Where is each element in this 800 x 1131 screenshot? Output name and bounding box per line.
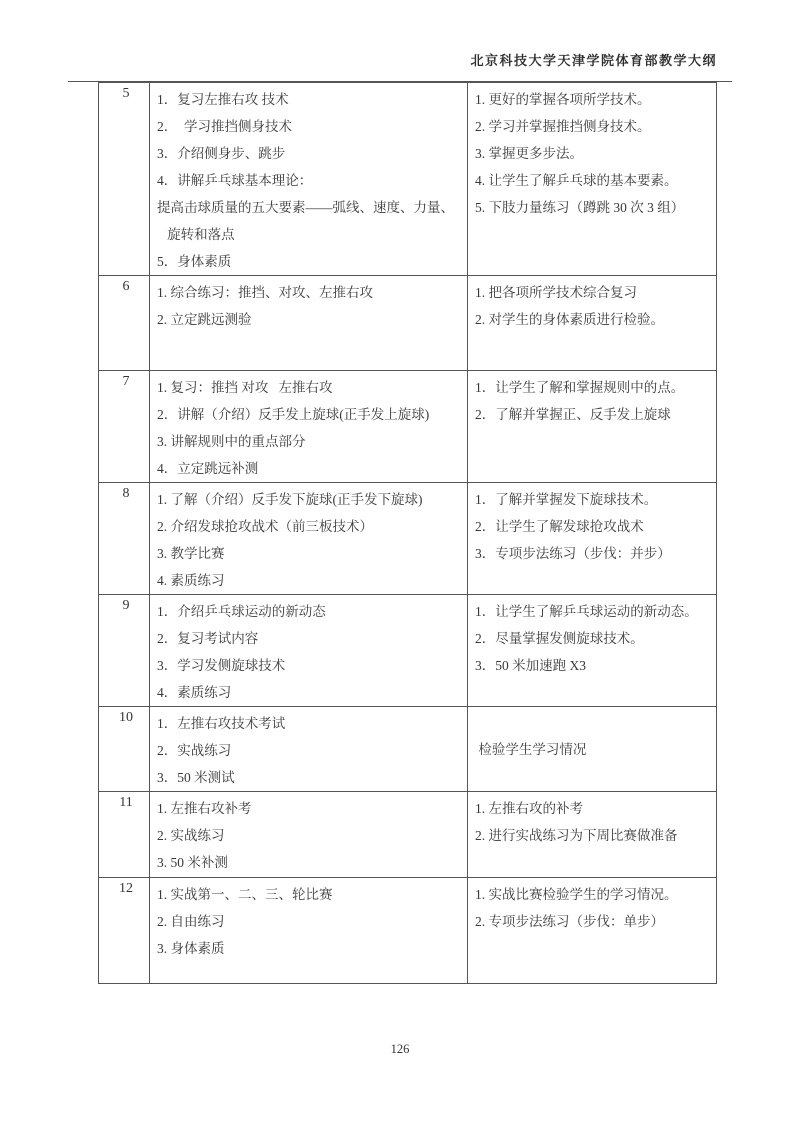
content-line: 2. 实战练习 [157,828,225,843]
objective-line: 2. 对学生的身体素质进行检验。 [475,312,664,327]
table-row [99,792,717,878]
content-line: 1. 综合练习：推挡、对攻、左推右攻 [157,285,373,300]
document-footer [0,1042,800,1057]
content-cell [150,707,468,792]
objectives-cell [468,83,717,276]
document-header [0,50,717,69]
page-number: 126 [390,1042,410,1056]
content-line: 3．介绍侧身步、跳步 [157,146,286,161]
document-title: 北京科技大学天津学院体育部教学大纲 [470,53,717,68]
objectives-cell [468,707,717,792]
content-line: 1．介绍乒乓球运动的新动态 [157,604,326,619]
content-line: 2．实战练习 [157,743,232,758]
objectives-cell [468,792,717,878]
content-line: 2. 立定跳远测验 [157,312,252,327]
week-cell [99,483,150,595]
objective-line: 2．了解并掌握正、反手发上旋球 [475,407,671,422]
table-row [99,595,717,707]
content-line: 2. 介绍发球抢攻战术（前三板技术） [157,519,373,534]
content-line: 2. 自由练习 [157,914,225,929]
table-row [99,483,717,595]
objectives-cell [468,595,717,707]
content-line: 1. 了解（介绍）反手发下旋球(正手发下旋球) [157,492,423,507]
objective-line: 2. 专项步法练习（步伐：单步） [475,914,664,929]
table-row [99,83,717,276]
content-line: 1. 实战第一、二、三、轮比赛 [157,887,333,902]
content-line: 4. 素质练习 [157,573,225,588]
week-cell [99,792,150,878]
content-line: 1．复习左推右攻 技术 [157,92,289,107]
content-line: 1. 左推右攻补考 [157,801,252,816]
objective-line: 1．让学生了解和掌握规则中的点。 [475,380,685,395]
objective-line: 3. 掌握更多步法。 [475,146,583,161]
content-line: 2． 学习推挡侧身技术 [157,119,292,134]
objectives-cell [468,483,717,595]
content-line: 提高击球质量的五大要素——弧线、速度、力量、 [157,200,454,215]
table-row [99,878,717,984]
week-cell [99,878,150,984]
objective-line: 5. 下肢力量练习（蹲跳 30 次 3 组） [475,200,685,215]
table-row [99,371,717,483]
week-cell [99,83,150,276]
content-cell [150,595,468,707]
table-row [99,707,717,792]
objective-line: 检验学生学习情况 [475,741,587,757]
content-cell [150,371,468,483]
content-cell [150,83,468,276]
week-number: 9 [122,598,130,613]
week-number: 5 [122,86,130,101]
objectives-cell [468,276,717,371]
week-number: 12 [119,881,133,896]
objective-line: 4. 让学生了解乒乓球的基本要素。 [475,173,678,188]
week-number: 11 [119,795,133,810]
syllabus-table [98,82,717,984]
content-line: 2．复习考试内容 [157,631,259,646]
content-cell [150,483,468,595]
week-cell [99,595,150,707]
content-line: 4．素质练习 [157,685,232,700]
objective-line: 1．让学生了解乒乓球运动的新动态。 [475,604,698,619]
objectives-cell [468,878,717,984]
week-number: 10 [119,710,133,725]
objective-line: 1. 实战比赛检验学生的学习情况。 [475,887,678,902]
content-cell [150,878,468,984]
objective-line: 2. 进行实战练习为下周比赛做准备 [475,828,678,843]
content-line: 1．左推右攻技术考试 [157,716,286,731]
objective-line: 2. 学习并掌握推挡侧身技术。 [475,119,651,134]
objective-line: 2．尽量掌握发侧旋球技术。 [475,631,644,646]
content-cell [150,792,468,878]
objective-line: 3．50 米加速跑 X3 [475,658,586,673]
objectives-cell [468,371,717,483]
content-line: 4．立定跳远补测 [157,461,259,476]
content-line: 3. 讲解规则中的重点部分 [157,434,306,449]
syllabus-table-body [99,83,717,984]
content-line: 旋转和落点 [157,227,235,242]
week-number: 6 [122,279,130,294]
week-cell [99,371,150,483]
week-number: 8 [122,486,130,501]
week-number: 7 [122,374,130,389]
objective-line: 1．了解并掌握发下旋球技术。 [475,492,658,507]
table-row [99,276,717,371]
week-cell [99,276,150,371]
content-line: 3. 50 米补测 [157,855,228,870]
content-cell [150,276,468,371]
week-cell [99,707,150,792]
objective-line: 3．专项步法练习（步伐：并步） [475,546,671,561]
objective-line: 1. 更好的掌握各项所学技术。 [475,92,651,107]
content-line: 4．讲解乒乓球基本理论： [157,173,313,188]
content-line: 3．50 米测试 [157,770,235,785]
objective-line: 1. 左推右攻的补考 [475,801,583,816]
objective-line: 1. 把各项所学技术综合复习 [475,285,637,300]
content-line: 3. 身体素质 [157,941,225,956]
content-line: 3．学习发侧旋球技术 [157,658,286,673]
objective-line: 2．让学生了解发球抢攻战术 [475,519,644,534]
content-line: 5．身体素质 [157,254,232,269]
content-line: 2．讲解（介绍）反手发上旋球(正手发上旋球) [157,407,430,422]
content-line: 3. 教学比赛 [157,546,225,561]
content-line: 1. 复习：推挡 对攻 左推右攻 [157,380,333,395]
